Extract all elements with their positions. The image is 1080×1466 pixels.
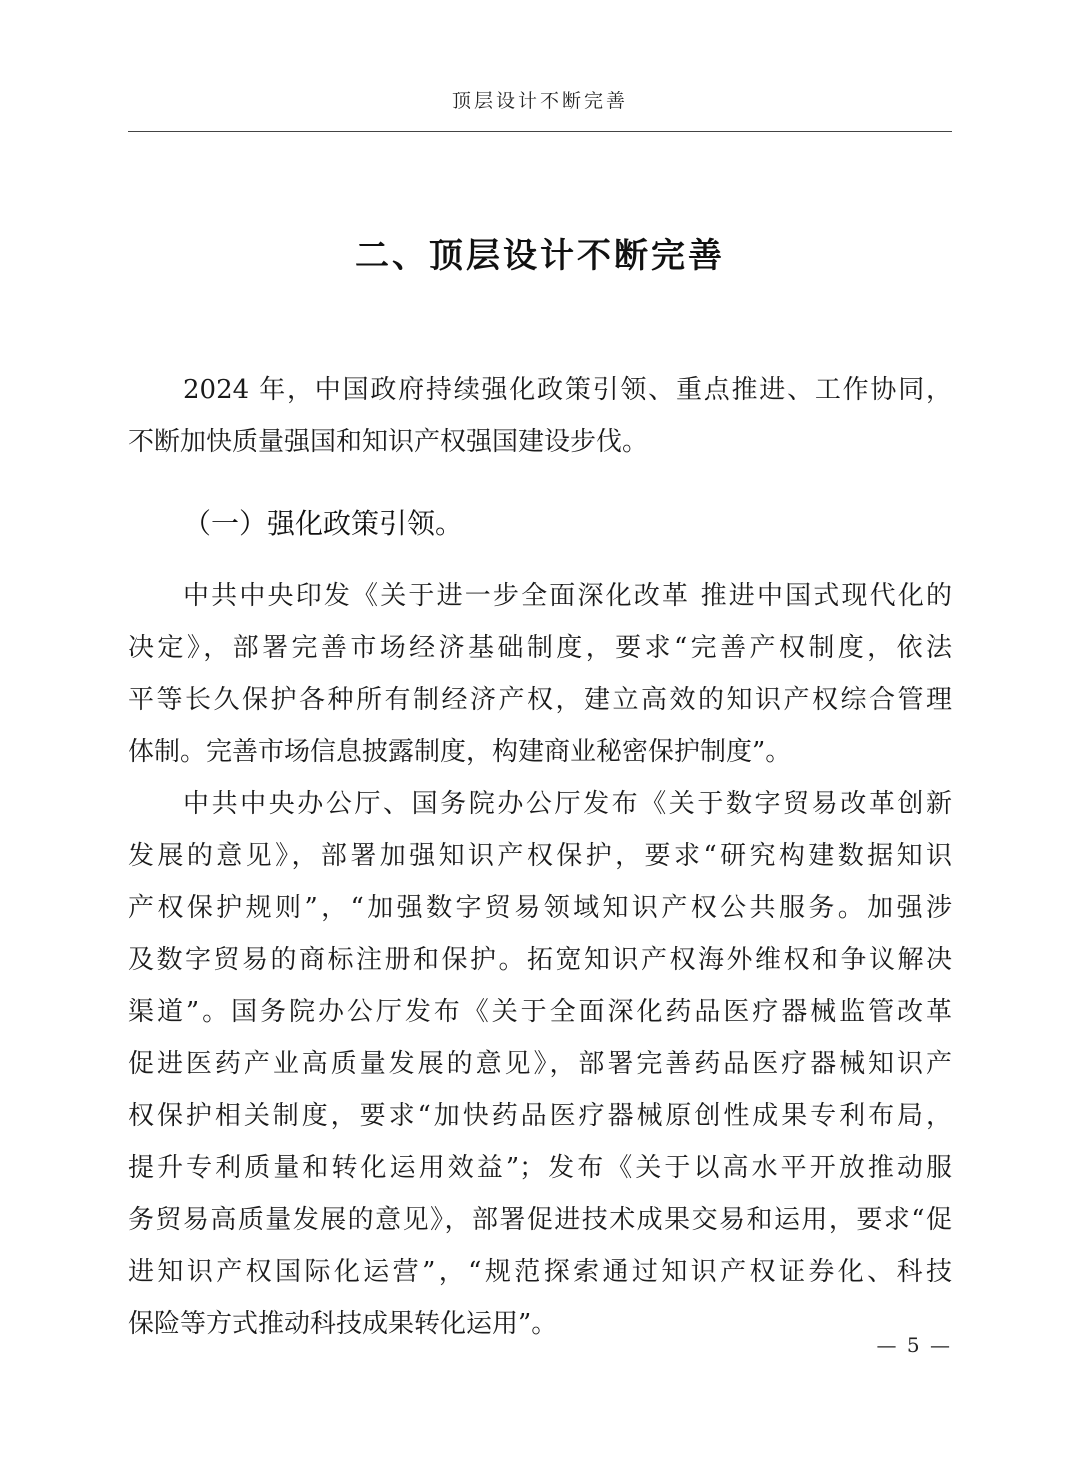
page-number: — 5 — <box>876 1333 952 1357</box>
paragraph-line: 权保护相关制度，要求“加快药品医疗器械原创性成果专利布局， <box>128 1101 952 1131</box>
paragraph-line: 提升专利质量和转化运用效益”；发布《关于以高水平开放推动服 <box>128 1153 952 1183</box>
paragraph-line: 平等长久保护各种所有制经济产权，建立高效的知识产权综合管理 <box>128 685 952 715</box>
paragraph-line: 及数字贸易的商标注册和保护。拓宽知识产权海外维权和争议解决 <box>128 945 952 975</box>
paragraph-line: 中共中央办公厅、国务院办公厅发布《关于数字贸易改革创新 <box>183 789 952 819</box>
intro-line: 2024 年，中国政府持续强化政策引领、重点推进、工作协同， <box>183 375 952 405</box>
intro-line: 不断加快质量强国和知识产权强国建设步伐。 <box>128 427 649 457</box>
paragraph-line: 渠道”。国务院办公厅发布《关于全面深化药品医疗器械监管改革 <box>128 997 952 1027</box>
paragraph-line: 务贸易高质量发展的意见》，部署促进技术成果交易和运用，要求“促 <box>128 1205 952 1235</box>
paragraph-line: 促进医药产业高质量发展的意见》，部署完善药品医疗器械知识产 <box>128 1049 952 1079</box>
paragraph-line: 决定》，部署完善市场经济基础制度，要求“完善产权制度，依法 <box>128 633 952 663</box>
paragraph-line: 体制。完善市场信息披露制度，构建商业秘密保护制度”。 <box>128 737 792 767</box>
paragraph-line: 保险等方式推动科技成果转化运用”。 <box>128 1309 558 1339</box>
paragraph-line: 发展的意见》，部署加强知识产权保护，要求“研究构建数据知识 <box>128 841 952 871</box>
running-header: 顶层设计不断完善 <box>451 90 628 112</box>
subheading: （一）强化政策引领。 <box>183 507 464 540</box>
paragraph-line: 产权保护规则”，“加强数字贸易领域知识产权公共服务。加强涉 <box>128 893 952 923</box>
section-title: 二、顶层设计不断完善 <box>355 236 725 276</box>
paragraph-line: 中共中央印发《关于进一步全面深化改革 推进中国式现代化的 <box>183 581 952 611</box>
paragraph-line: 进知识产权国际化运营”，“规范探索通过知识产权证券化、科技 <box>128 1257 952 1287</box>
header-rule <box>128 131 952 132</box>
